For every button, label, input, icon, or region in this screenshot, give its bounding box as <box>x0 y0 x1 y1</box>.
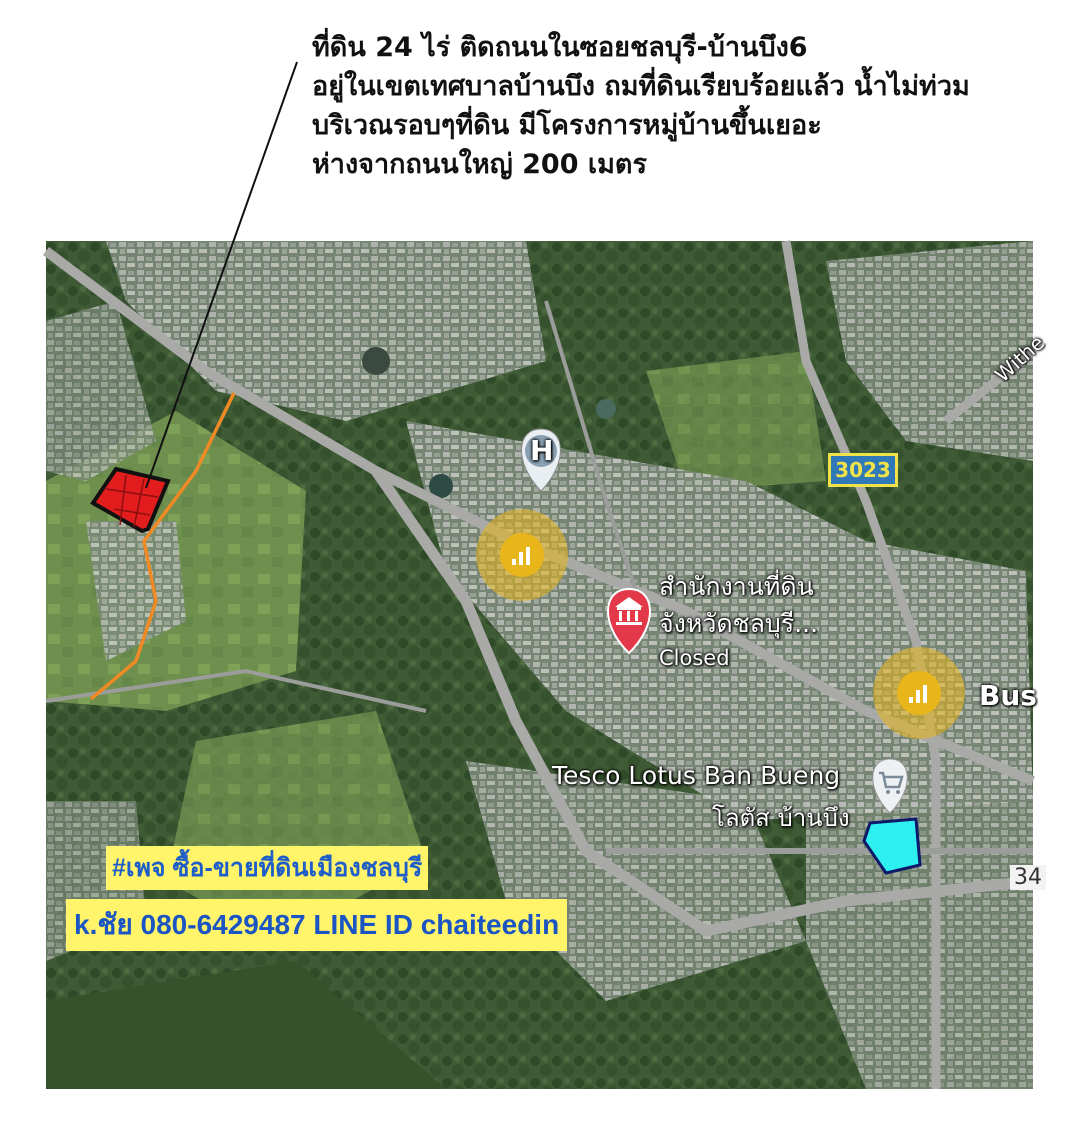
road-shield-3023: 3023 <box>828 453 898 487</box>
road-name-label: Withe <box>990 330 1049 387</box>
road-number-label: 34 <box>1010 865 1046 890</box>
satellite-map[interactable] <box>46 241 1049 1089</box>
map-terrain <box>46 241 1033 1089</box>
cluster-marker-right[interactable] <box>873 647 965 739</box>
tesco-name-th: โลตัส บ้านบึง <box>712 804 850 832</box>
bus-label: Bus <box>979 679 1037 712</box>
tesco-name-en: Tesco Lotus Ban Bueng <box>552 761 841 790</box>
caption-line-2: อยู่ในเขตเทศบาลบ้านบึง ถมที่ดินเรียบร้อยแล้ว น้ำไม่ท่วม <box>312 71 970 102</box>
hospital-letter: H <box>530 434 554 467</box>
caption-line-4: ห่างจากถนนใหญ่ 200 เมตร <box>312 149 647 180</box>
contact-label: k.ชัย 080-6429487 LINE ID chaiteedin <box>66 899 567 951</box>
listing-description <box>312 28 1052 184</box>
land-office-status: Closed <box>659 646 730 670</box>
caption-line-3: บริเวณรอบๆที่ดิน มีโครงการหมู่บ้านขึ้นเยอะ <box>312 110 822 141</box>
land-office-name-1: สำนักงานที่ดิน <box>659 572 814 601</box>
cluster-marker-left[interactable] <box>476 509 568 601</box>
page-label: #เพจ ซื้อ-ขายที่ดินเมืองชลบุรี <box>106 846 428 890</box>
land-office-name-2: จังหวัดชลบุรี... <box>659 609 819 638</box>
caption-line-1: ที่ดิน 24 ไร่ ติดถนนในซอยชลบุรี-บ้านบึง6 <box>312 32 808 63</box>
